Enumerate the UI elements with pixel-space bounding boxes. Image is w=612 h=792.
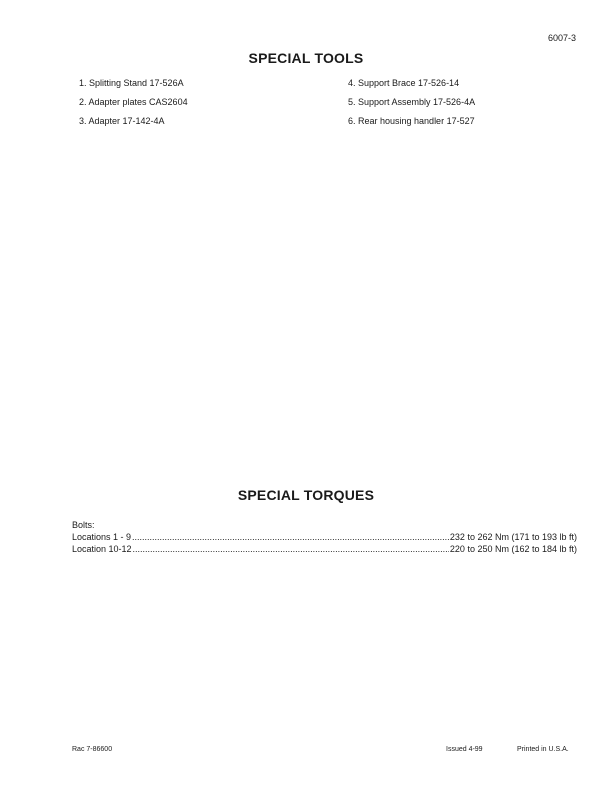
tool-item: 3. Adapter 17-142-4A bbox=[79, 116, 165, 126]
special-tools-list-left bbox=[79, 78, 188, 135]
torque-location-label: Locations 1 - 9 bbox=[72, 532, 132, 542]
special-torques-title: SPECIAL TORQUES bbox=[237, 487, 375, 503]
tool-item: 2. Adapter plates CAS2604 bbox=[79, 97, 188, 107]
footer-issued-date: Issued 4-99 bbox=[446, 746, 483, 753]
dot-leader bbox=[132, 531, 449, 543]
torque-row bbox=[72, 543, 577, 555]
torque-group-label: Bolts: bbox=[72, 520, 95, 530]
dot-leader bbox=[133, 543, 449, 555]
special-torques-table bbox=[72, 519, 577, 555]
torque-location-label: Location 10-12 bbox=[72, 544, 132, 554]
page-number: 6007-3 bbox=[547, 33, 576, 43]
tool-item: 1. Splitting Stand 17-526A bbox=[79, 78, 184, 88]
tool-item: 5. Support Assembly 17-526-4A bbox=[348, 97, 476, 107]
special-tools-title: SPECIAL TOOLS bbox=[248, 50, 364, 66]
tool-item: 4. Support Brace 17-526-14 bbox=[348, 78, 460, 88]
footer-doc-number: Rac 7-86600 bbox=[72, 746, 113, 753]
tool-item: 6. Rear housing handler 17-527 bbox=[348, 116, 475, 126]
torque-row bbox=[72, 531, 577, 543]
footer-printed-in: Printed in U.S.A. bbox=[517, 746, 569, 753]
torque-value: 232 to 262 Nm (171 to 193 lb ft) bbox=[449, 532, 577, 542]
special-tools-list-right bbox=[348, 78, 475, 135]
torque-value: 220 to 250 Nm (162 to 184 lb ft) bbox=[449, 544, 577, 554]
